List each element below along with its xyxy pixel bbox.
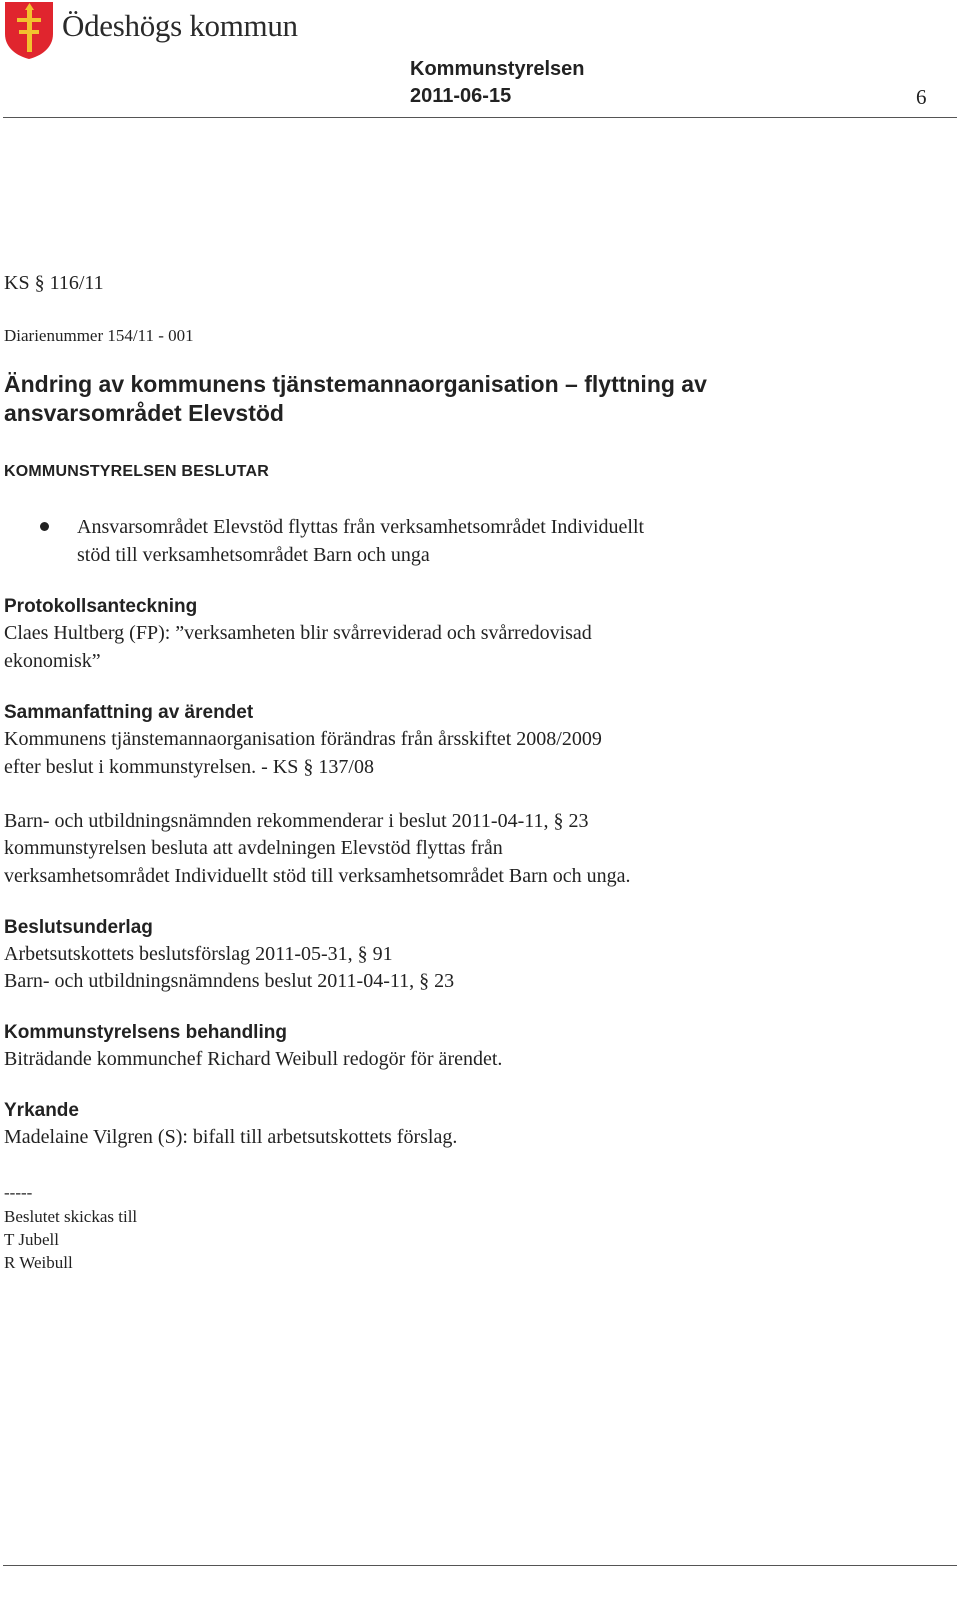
motion-line-1: Madelaine Vilgren (S): bifall till arbetsutskottets förslag. [4, 1126, 458, 1148]
distribution-label: Beslutet skickas till [4, 1207, 138, 1226]
diary-number: Diarienummer 154/11 - 001 [4, 326, 194, 345]
header-divider [3, 117, 957, 118]
distribution-recipient: T Jubell [4, 1230, 59, 1249]
basis-line-2: Barn- och utbildningsnämndens beslut 2011-04-11, § 23 [4, 970, 455, 992]
summary-p2-line-1: Barn- och utbildningsnämnden rekommenderar i beslut 2011-04-11, § 23 [4, 810, 589, 832]
handling-line-1: Biträdande kommunchef Richard Weibull redogör för ärendet. [4, 1048, 503, 1070]
motion-heading: Yrkande [4, 1100, 79, 1121]
protocol-note-line-2: ekonomisk” [4, 650, 101, 672]
decision-item-line-2: stöd till verksamhetsområdet Barn och unga [77, 544, 430, 566]
distribution-separator: ----- [4, 1183, 33, 1202]
distribution-recipient: R Weibull [4, 1253, 73, 1272]
summary-heading: Sammanfattning av ärendet [4, 702, 254, 723]
protocol-note-heading: Protokollsanteckning [4, 596, 198, 617]
basis-line-1: Arbetsutskottets beslutsförslag 2011-05-31, § 91 [4, 943, 393, 965]
page-title-line-2: ansvarsområdet Elevstöd [4, 400, 284, 426]
page-title-line-1: Ändring av kommunens tjänstemannaorganisation – flyttning av [4, 371, 707, 397]
municipal-logo-icon [3, 0, 55, 60]
bullet-point-icon [40, 522, 49, 531]
summary-p2-line-3: verksamhetsområdet Individuellt stöd till verksamhetsområdet Barn och unga. [4, 865, 631, 887]
header-body-name: Kommunstyrelsen [410, 58, 585, 80]
paragraph-reference: KS § 116/11 [4, 272, 104, 294]
page-number: 6 [916, 85, 927, 109]
summary-p1-line-1: Kommunens tjänstemannaorganisation förändras från årsskiftet 2008/2009 [4, 728, 602, 750]
organization-name: Ödeshögs kommun [62, 8, 298, 43]
decision-heading: KOMMUNSTYRELSEN BESLUTAR [4, 463, 269, 480]
header-date: 2011-06-15 [410, 85, 512, 107]
summary-p1-line-2: efter beslut i kommunstyrelsen. - KS § 137/08 [4, 756, 374, 778]
handling-heading: Kommunstyrelsens behandling [4, 1022, 287, 1043]
summary-p2-line-2: kommunstyrelsen besluta att avdelningen Elevstöd flyttas från [4, 837, 503, 859]
protocol-note-line-1: Claes Hultberg (FP): ”verksamheten blir svårreviderad och svårredovisad [4, 622, 592, 644]
footer-divider [3, 1565, 957, 1566]
decision-item-line-1: Ansvarsområdet Elevstöd flyttas från verksamhetsområdet Individuellt [77, 516, 645, 538]
basis-heading: Beslutsunderlag [4, 917, 153, 938]
